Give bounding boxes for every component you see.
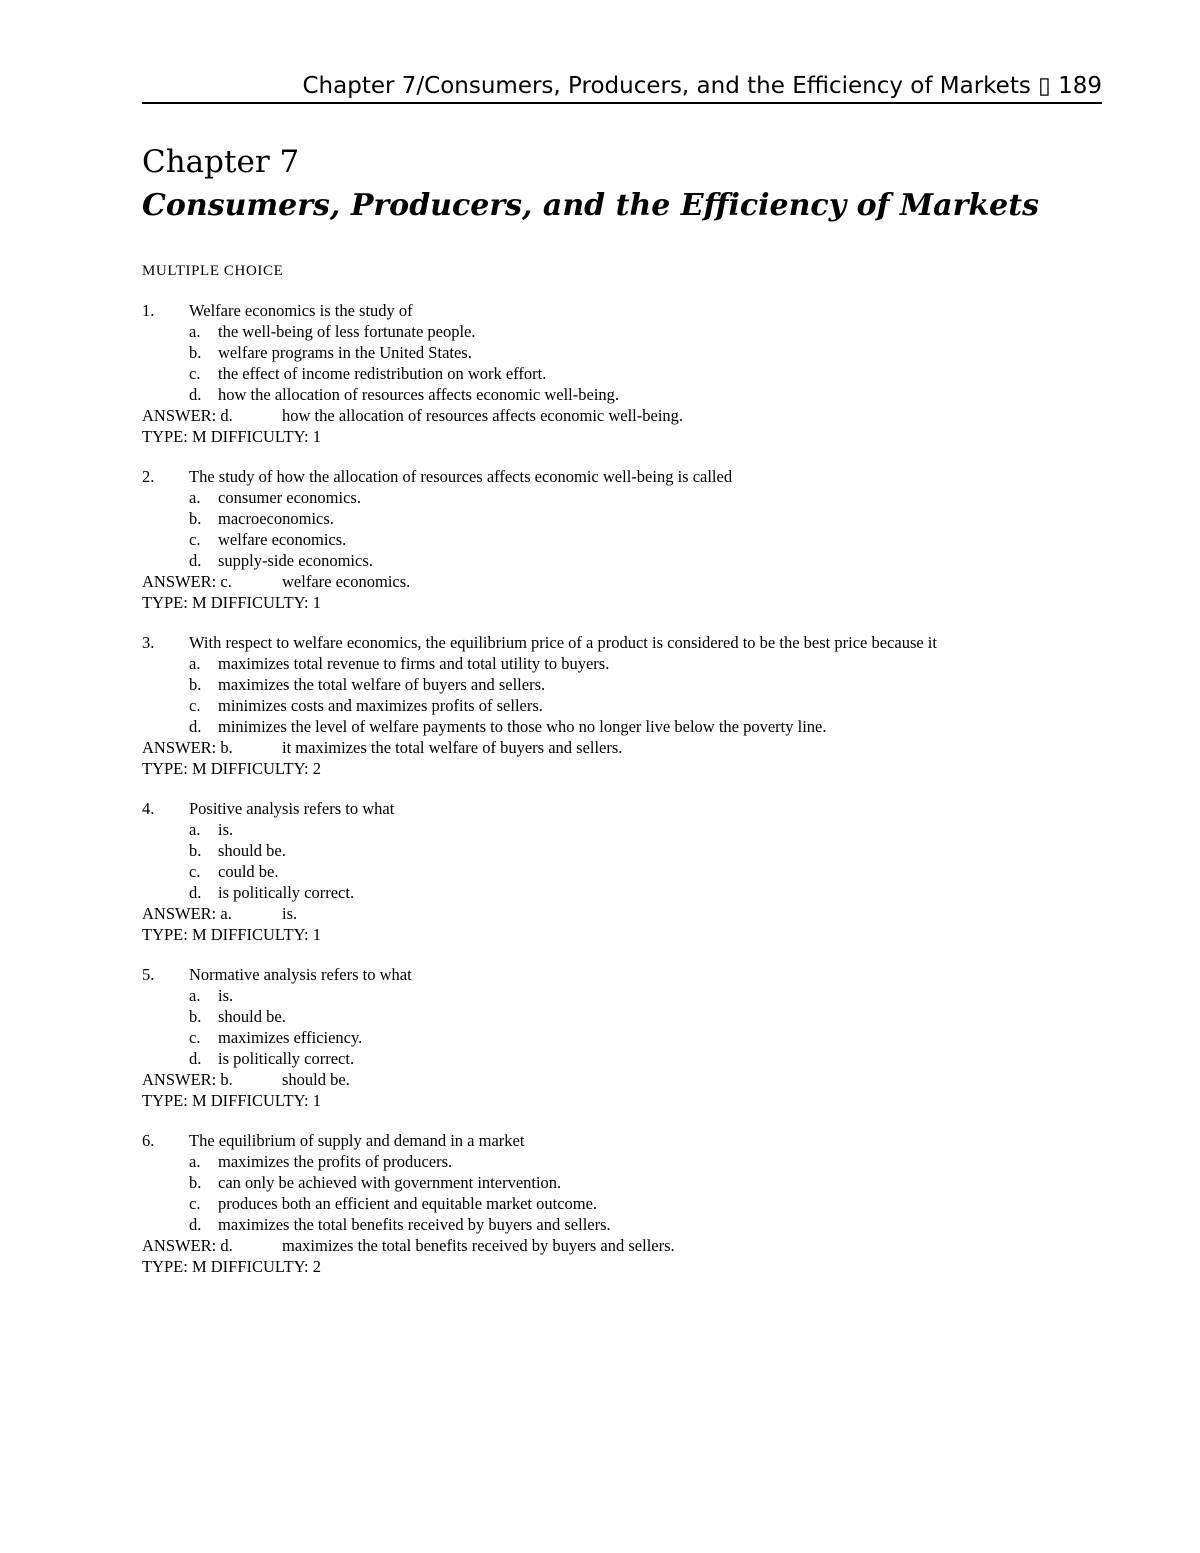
- option-text: can only be achieved with government intervention.: [218, 1173, 562, 1192]
- option-text: maximizes total revenue to firms and total utility to buyers.: [218, 654, 610, 673]
- option-letter: a.: [189, 488, 201, 507]
- option-letter: c.: [189, 530, 201, 549]
- chapter-title: Consumers, Producers, and the Efficiency of Markets: [142, 188, 1039, 223]
- type-difficulty: TYPE: M DIFFICULTY: 1: [142, 925, 321, 944]
- option-text: produces both an efficient and equitable market outcome.: [218, 1194, 598, 1213]
- type-difficulty: TYPE: M DIFFICULTY: 1: [142, 427, 321, 446]
- answer-line: [142, 405, 1102, 426]
- option-text: maximizes the total welfare of buyers and sellers.: [218, 675, 546, 694]
- option-text: welfare programs in the United States.: [218, 343, 472, 362]
- question-stem: Welfare economics is the study of: [189, 301, 413, 320]
- option-text: could be.: [218, 862, 279, 881]
- option-letter: b.: [189, 841, 202, 860]
- answer-text: it maximizes the total welfare of buyers and sellers.: [282, 738, 623, 757]
- option-text: macroeconomics.: [218, 509, 334, 528]
- option-a: [142, 487, 1102, 508]
- option-text: maximizes efficiency.: [218, 1028, 363, 1047]
- question-stem: The equilibrium of supply and demand in a market: [189, 1131, 525, 1150]
- question-2: [142, 466, 1102, 613]
- option-letter: b.: [189, 509, 202, 528]
- question-stem: Normative analysis refers to what: [189, 965, 412, 984]
- type-difficulty-line: [142, 1090, 1102, 1111]
- option-letter: d.: [189, 883, 202, 902]
- option-letter: b.: [189, 1007, 202, 1026]
- option-c: [142, 529, 1102, 550]
- option-text: minimizes costs and maximizes profits of sellers.: [218, 696, 543, 715]
- question-6: [142, 1130, 1102, 1277]
- type-difficulty-line: [142, 592, 1102, 613]
- option-text: maximizes the profits of producers.: [218, 1152, 453, 1171]
- option-c: [142, 861, 1102, 882]
- option-b: [142, 508, 1102, 529]
- question-number: 5.: [142, 965, 155, 984]
- answer-label: ANSWER: b.: [142, 1070, 233, 1089]
- option-text: should be.: [218, 1007, 286, 1026]
- option-b: [142, 674, 1102, 695]
- type-difficulty-line: [142, 924, 1102, 945]
- option-b: [142, 840, 1102, 861]
- question-number: 1.: [142, 301, 155, 320]
- question-3: [142, 632, 1102, 779]
- option-d: [142, 550, 1102, 571]
- question-number: 3.: [142, 633, 155, 652]
- option-letter: b.: [189, 675, 202, 694]
- option-letter: b.: [189, 1173, 202, 1192]
- answer-line: [142, 1069, 1102, 1090]
- running-header-text: Chapter 7/Consumers, Producers, and the Efficiency of Markets ▯ 189: [302, 73, 1102, 99]
- option-letter: b.: [189, 343, 202, 362]
- option-a: [142, 321, 1102, 342]
- option-text: welfare economics.: [218, 530, 347, 549]
- option-c: [142, 695, 1102, 716]
- option-d: [142, 882, 1102, 903]
- type-difficulty: TYPE: M DIFFICULTY: 2: [142, 759, 321, 778]
- option-a: [142, 1151, 1102, 1172]
- answer-text: is.: [282, 904, 298, 923]
- question-stem-line: [142, 1130, 1102, 1151]
- answer-text: how the allocation of resources affects economic well-being.: [282, 406, 684, 425]
- option-c: [142, 1027, 1102, 1048]
- answer-label: ANSWER: d.: [142, 1236, 233, 1255]
- type-difficulty: TYPE: M DIFFICULTY: 1: [142, 1091, 321, 1110]
- option-text: supply-side economics.: [218, 551, 373, 570]
- option-text: minimizes the level of welfare payments to those who no longer live below the poverty line.: [218, 717, 827, 736]
- question-number: 2.: [142, 467, 155, 486]
- option-c: [142, 1193, 1102, 1214]
- question-stem-line: [142, 300, 1102, 321]
- option-text: should be.: [218, 841, 286, 860]
- option-letter: a.: [189, 820, 201, 839]
- answer-text: welfare economics.: [282, 572, 411, 591]
- answer-text: should be.: [282, 1070, 350, 1089]
- question-stem: The study of how the allocation of resources affects economic well-being is called: [189, 467, 733, 486]
- option-text: how the allocation of resources affects economic well-being.: [218, 385, 620, 404]
- option-text: is politically correct.: [218, 1049, 355, 1068]
- answer-line: [142, 1235, 1102, 1256]
- option-a: [142, 985, 1102, 1006]
- question-stem-line: [142, 964, 1102, 985]
- option-text: is.: [218, 820, 234, 839]
- option-d: [142, 716, 1102, 737]
- option-text: is politically correct.: [218, 883, 355, 902]
- option-letter: c.: [189, 696, 201, 715]
- option-letter: c.: [189, 364, 201, 383]
- option-text: consumer economics.: [218, 488, 361, 507]
- question-stem-line: [142, 632, 1102, 653]
- option-letter: c.: [189, 1194, 201, 1213]
- answer-line: [142, 737, 1102, 758]
- option-text: the effect of income redistribution on work effort.: [218, 364, 547, 383]
- option-letter: a.: [189, 654, 201, 673]
- option-b: [142, 342, 1102, 363]
- running-header: [142, 70, 1102, 104]
- answer-text: maximizes the total benefits received by buyers and sellers.: [282, 1236, 675, 1255]
- type-difficulty: TYPE: M DIFFICULTY: 2: [142, 1257, 321, 1276]
- option-d: [142, 1214, 1102, 1235]
- question-stem-line: [142, 466, 1102, 487]
- answer-label: ANSWER: c.: [142, 572, 232, 591]
- option-text: is.: [218, 986, 234, 1005]
- section-label: MULTIPLE CHOICE: [142, 263, 284, 279]
- question-list: [142, 300, 1102, 1296]
- question-number: 6.: [142, 1131, 155, 1150]
- option-letter: a.: [189, 986, 201, 1005]
- question-stem: Positive analysis refers to what: [189, 799, 395, 818]
- option-d: [142, 1048, 1102, 1069]
- option-letter: d.: [189, 1049, 202, 1068]
- chapter-number: Chapter 7: [142, 144, 300, 180]
- option-b: [142, 1006, 1102, 1027]
- answer-line: [142, 903, 1102, 924]
- option-c: [142, 363, 1102, 384]
- option-letter: d.: [189, 717, 202, 736]
- question-1: [142, 300, 1102, 447]
- question-4: [142, 798, 1102, 945]
- option-b: [142, 1172, 1102, 1193]
- option-text: the well-being of less fortunate people.: [218, 322, 476, 341]
- option-a: [142, 653, 1102, 674]
- answer-label: ANSWER: a.: [142, 904, 232, 923]
- answer-line: [142, 571, 1102, 592]
- type-difficulty-line: [142, 1256, 1102, 1277]
- option-letter: d.: [189, 1215, 202, 1234]
- option-letter: a.: [189, 1152, 201, 1171]
- type-difficulty: TYPE: M DIFFICULTY: 1: [142, 593, 321, 612]
- option-letter: a.: [189, 322, 201, 341]
- question-stem-line: [142, 798, 1102, 819]
- question-stem: With respect to welfare economics, the equilibrium price of a product is considered to be the best price because it: [189, 633, 937, 652]
- type-difficulty-line: [142, 426, 1102, 447]
- option-letter: c.: [189, 1028, 201, 1047]
- answer-label: ANSWER: d.: [142, 406, 233, 425]
- option-letter: d.: [189, 551, 202, 570]
- type-difficulty-line: [142, 758, 1102, 779]
- question-5: [142, 964, 1102, 1111]
- option-a: [142, 819, 1102, 840]
- option-text: maximizes the total benefits received by buyers and sellers.: [218, 1215, 611, 1234]
- option-d: [142, 384, 1102, 405]
- option-letter: c.: [189, 862, 201, 881]
- question-number: 4.: [142, 799, 155, 818]
- option-letter: d.: [189, 385, 202, 404]
- answer-label: ANSWER: b.: [142, 738, 233, 757]
